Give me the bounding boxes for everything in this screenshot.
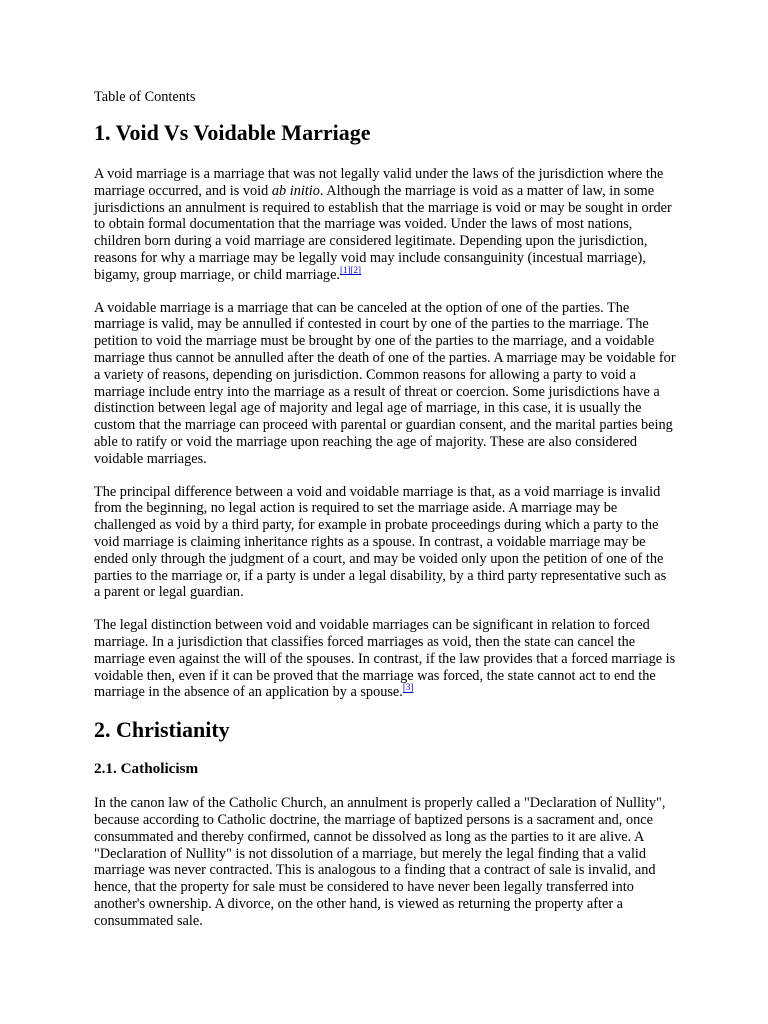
section-2-paragraph-1: In the canon law of the Catholic Church, an annulment is properly called a "Declaration of Nullity", because according to Catholic doctrine, the marriage of baptized persons is a sacrament and, once consummated and thereby confirmed, cannot be dissolved as long as the parties to it are alive. A "Declaration of Nullity" is not dissolution of a marriage, but merely the legal finding that a valid marriage was never contracted. This is analogous to a finding that a contract of sale is invalid, and hence, that the property for sale must be considered to have never been legally transferred into another's ownership. A divorce, on the other hand, is viewed as returning the property after a consummated sale.: [94, 795, 666, 929]
section-2-1-heading: 2.1. Catholicism: [94, 760, 199, 778]
footnote-link-2[interactable]: [2]: [350, 265, 361, 276]
footnote-link-3[interactable]: [3]: [402, 682, 414, 693]
section-1-paragraph-2: A voidable marriage is a marriage that can be canceled at the option of one of the parties. The marriage is valid, may be annulled if contested in court by one of the parties to the marriage. The petition to void the marriage must be brought by one of the parties to the marriage, and a voidable marriage thus cannot be annulled after the death of one of the parties. A marriage may be voidable for a variety of reasons, depending on jurisdiction. Common reasons for allowing a party to void a marriage include entry into the marriage as a result of threat or coercion. Some jurisdictions have a distinction between legal age of majority and legal age of marriage, in this case, it is usually the custom that the marriage can proceed with parental or guardian consent, and the marital parties being able to ratify or void the marriage upon reaching the age of majority. These are also considered voidable marriages.: [94, 299, 676, 467]
section-2-heading: 2. Christianity: [94, 717, 230, 743]
section-1-paragraph-4: [94, 617, 676, 701]
paragraph-text: . Although the marriage is void as a matter of law, in some jurisdictions an annulment is required to establish that the marriage is void or may be sought in order to obtain formal documentation that the marriage was voided. Under the laws of most nations, children born during a void marriage are considered legitimate. Depending upon the jurisdiction, reasons for why a marriage may be legally void may include consanguinity (incestual marriage), bigamy, group marriage, or child marriage.: [94, 182, 672, 283]
paragraph-text: The legal distinction between void and voidable marriages can be significant in relation to forced marriage. In a jurisdiction that classifies forced marriages as void, then the state can cancel the marriage even against the will of the spouses. In contrast, if the law provides that a forced marriage is voidable then, even if it can be proved that the marriage was forced, the state cannot act to end the marriage in the absence of an application by a spouse.: [94, 617, 676, 701]
section-1-paragraph-1: [94, 166, 676, 284]
section-1-paragraph-3: The principal difference between a void and voidable marriage is that, as a void marriage is invalid from the beginning, no legal action is required to set the marriage aside. A marriage may be challenged as void by a third party, for example in probate proceedings during which a party to the void marriage is claiming inheritance rights as a spouse. In contrast, a voidable marriage may be ended only through the judgment of a court, and may be voided only upon the petition of one of the parties to the marriage or, if a party is under a legal disability, by a third party representative such as a parent or legal guardian.: [94, 483, 667, 601]
section-1-heading: 1. Void Vs Voidable Marriage: [94, 120, 371, 145]
footnote-link-1[interactable]: [1]: [340, 265, 351, 276]
italic-term: ab initio: [271, 182, 320, 199]
table-of-contents-link[interactable]: Table of Contents: [94, 89, 196, 105]
paragraph-text: A void marriage is a marriage that was not legally valid under the laws of the jurisdiction where the marriage occurred, and is void: [94, 166, 664, 199]
